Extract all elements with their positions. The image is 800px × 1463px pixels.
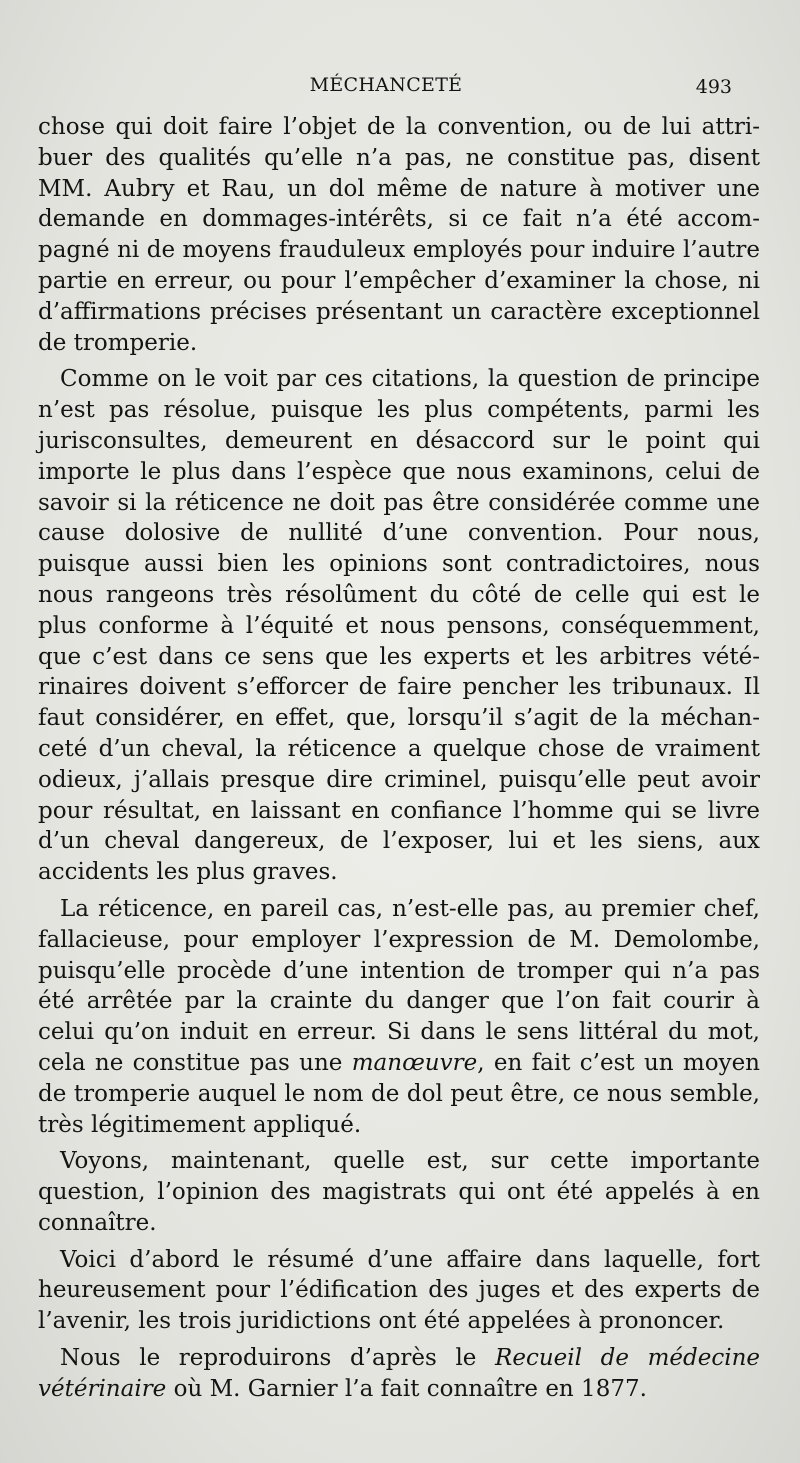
paragraph-3-text-b: , en fait c’est un moyen de tromperie auquel le nom de dol peut être, ce nous semble, très légitimement appliqué. — [38, 1049, 760, 1138]
paragraph-6-text-a: Nous le reproduirons d’après le — [60, 1345, 496, 1372]
paragraph-3 — [38, 894, 760, 1140]
page-header — [40, 74, 732, 106]
running-title: MÉCHANCETÉ — [309, 74, 463, 96]
paragraph-3-text-a: La réticence, en pareil cas, n’est-elle pas, au premier chef, fallacieuse, pour employer l’expression de M. Demolombe, puisqu’elle procède d’une intention de tromper qui n’a pas été arrêtée par la crainte du danger que l’on fait courir à celui qu’on induit en erreur. Si dans le sens littéral du mot, cela ne constitue pas une — [38, 895, 760, 1076]
paragraph-1: chose qui doit faire l’objet de la convention, ou de lui attribuer des qualités qu’elle n’a pas, ne constitue pas, disent MM. Aubry et Rau, un dol même de nature à motiver une demande en dommages-intérêts, si ce fait n’a été accompagné ni de moyens frauduleux employés pour induire l’autre partie en erreur, ou pour l’empêcher d’examiner la chose, ni d’affirmations précises présentant un caractère exceptionnel de tromperie. — [38, 114, 760, 356]
paragraph-2: Comme on le voit par ces citations, la question de principe n’est pas résolue, puisque les plus compétents, parmi les jurisconsultes, demeurent en désaccord sur le point qui importe le plus dans l’espèce que nous examinons, celui de savoir si la réticence ne doit pas être considérée comme une cause dolosive de nullité d’une convention. Pour nous, puisque aussi bien les opinions sont contradictoires, nous nous rangeons très résolûment du côté de celle qui est le plus conforme à l’équité et nous pensons, conséquemment, que c’est dans ce sens que les experts et les arbitres vétérinaires doivent s’efforcer de faire pencher les tribunaux. Il faut considérer, en effet, que, lorsqu’il s’agit de la méchanceté d’un cheval, la réticence a quelque chose de vraiment odieux, j’allais presque dire criminel, puisqu’elle peut avoir pour résultat, en laissant en confiance l’homme qui se livre d’un cheval dangereux, de l’exposer, lui et les siens, aux accidents les plus graves. — [38, 366, 760, 886]
paragraph-6-text-b: où M. Garnier l’a fait connaître en 1877. — [166, 1375, 647, 1402]
paragraph-6-italic: Recueil de médecine vétérinaire — [38, 1345, 760, 1402]
body-text — [38, 112, 760, 1411]
paragraph-3-italic: manœuvre — [351, 1049, 478, 1076]
paragraph-4: Voyons, maintenant, quelle est, sur cette importante question, l’opinion des magistrats qui ont été appelés à en connaître. — [38, 1148, 760, 1236]
page-number: 493 — [695, 76, 732, 98]
paragraph-5: Voici d’abord le résumé d’une affaire dans laquelle, fort heureusement pour l’édification des juges et des experts de l’avenir, les trois juridictions ont été appelées à prononcer. — [38, 1246, 760, 1335]
paragraph-6 — [38, 1343, 760, 1405]
